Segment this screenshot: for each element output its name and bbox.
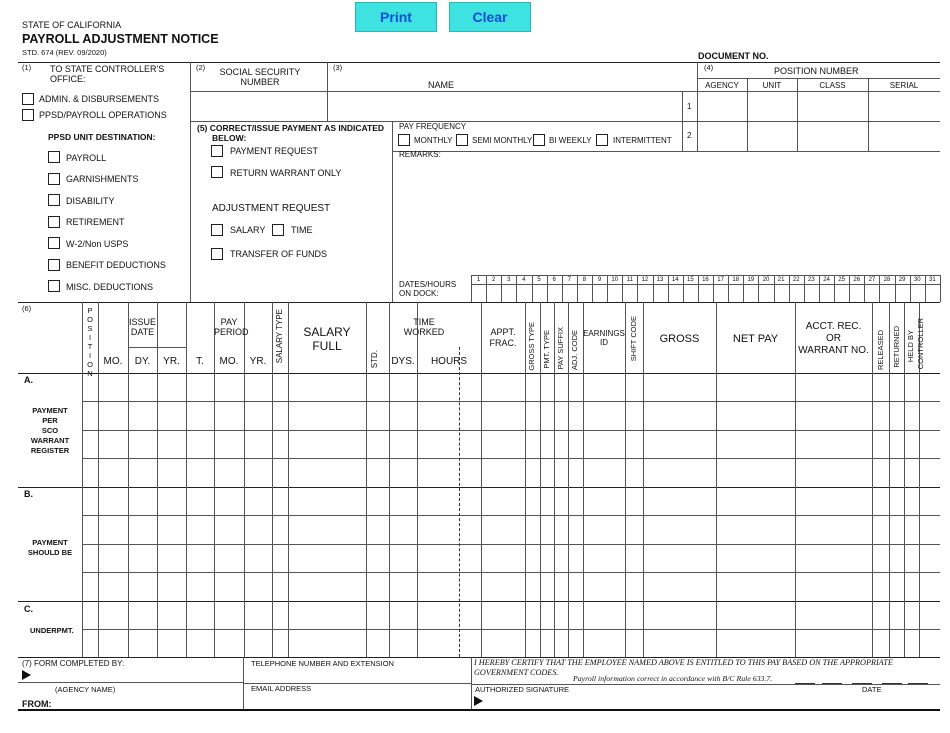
- telephone-input[interactable]: [244, 670, 470, 682]
- semi-monthly-checkbox[interactable]: [456, 134, 468, 146]
- unit-destination-label: PPSD UNIT DESTINATION:: [48, 132, 156, 142]
- section6-num: (6): [22, 304, 32, 313]
- day-number: 17: [717, 276, 724, 283]
- net-pay-label: NET PAY: [732, 333, 779, 345]
- salary-full-label: SALARY: [303, 325, 351, 339]
- issue-day-label: DY.: [134, 356, 151, 367]
- ssn-label: SOCIAL SECURITY: [219, 67, 301, 77]
- day-number: 2: [491, 276, 496, 283]
- shift-code-label: SHIFT CODE: [629, 316, 638, 362]
- w2-label: W-2/Non USPS: [66, 239, 129, 249]
- day-number: 8: [582, 276, 587, 283]
- state-label: STATE OF CALIFORNIA: [22, 20, 122, 30]
- day-number: 9: [597, 276, 602, 283]
- payroll-label: PAYROLL: [66, 153, 107, 163]
- ppsd-operations-checkbox[interactable]: [22, 109, 34, 121]
- appt-frac-label-2: FRAC.: [489, 338, 517, 348]
- biweekly-label: BI WEEKLY: [549, 136, 592, 145]
- email-input[interactable]: [244, 694, 470, 708]
- pay-suffix-label: PAY SUFFIX: [556, 327, 565, 370]
- document-no-label: DOCUMENT NO.: [698, 51, 769, 61]
- certify-text: I HEREBY CERTIFY THAT THE EMPLOYEE NAMED ABOVE IS ENTITLED TO THIS PAY BASED ON THE APPROPRIATE: [474, 658, 893, 667]
- form-number: STD. 674 (REV. 09/2020): [22, 48, 107, 57]
- returned-label: RETURNED: [892, 326, 901, 368]
- row-b-description: PAYMENT SHOULD BE: [27, 538, 73, 557]
- issue-date-label-2: DATE: [130, 327, 155, 337]
- from-label: FROM:: [22, 699, 52, 709]
- ssn-input[interactable]: [191, 92, 326, 120]
- agency-label: AGENCY: [705, 81, 739, 90]
- day-number: 30: [913, 276, 921, 283]
- day-number: 3: [507, 276, 511, 283]
- section4-num: (4): [704, 63, 714, 72]
- adjustment-request-label: ADJUSTMENT REQUEST: [212, 203, 331, 214]
- day-number: 12: [641, 276, 649, 283]
- day-number: 23: [808, 276, 815, 283]
- acct-rec-label-3: WARRANT NO.: [798, 345, 869, 356]
- ppsd-operations-label: PPSD/PAYROLL OPERATIONS: [39, 110, 167, 120]
- position-label: P O S I T I O N: [87, 306, 93, 378]
- pmt-type-label: PMT. TYPE: [542, 330, 551, 369]
- section5-title: (5) CORRECT/ISSUE PAYMENT AS INDICATED: [197, 123, 385, 133]
- remarks-label: REMARKS:: [399, 150, 441, 159]
- return-warrant-checkbox[interactable]: [211, 166, 223, 178]
- acct-rec-label-2: OR: [826, 333, 841, 344]
- day-number: 24: [823, 276, 830, 283]
- issue-date-label: ISSUE: [128, 317, 156, 327]
- certify-text-2: GOVERNMENT CODES.: [474, 668, 559, 677]
- section5-title-2: BELOW:: [212, 133, 247, 143]
- acct-rec-label: ACCT. REC.: [805, 321, 862, 332]
- payroll-info-text: Payroll information correct in accordance with B/C Rule 633.7.: [573, 674, 773, 683]
- day-number: 18: [732, 276, 740, 283]
- day-number: 28: [883, 276, 891, 283]
- day-number: 1: [476, 276, 481, 283]
- issue-year-label: YR.: [163, 356, 180, 367]
- time-option-label: TIME: [291, 225, 313, 235]
- section1-num: (1): [22, 63, 32, 72]
- row-c-description: UNDERPMT.: [30, 626, 74, 635]
- time-worked-label-2: WORKED: [403, 327, 445, 337]
- name-label: NAME: [428, 80, 455, 90]
- position-number-label: POSITION NUMBER: [774, 66, 859, 76]
- completed-by-arrow-icon: [22, 670, 31, 680]
- misc-deductions-label: MISC. DEDUCTIONS: [66, 282, 154, 292]
- day-number: 31: [929, 276, 936, 283]
- signature-input[interactable]: [487, 694, 939, 708]
- payment-request-label: PAYMENT REQUEST: [230, 146, 319, 156]
- remarks-input[interactable]: [393, 162, 939, 272]
- day-number: 7: [567, 276, 572, 283]
- row-c-label: C.: [24, 604, 33, 614]
- day-number: 15: [687, 276, 694, 283]
- disability-label: DISABILITY: [66, 196, 115, 206]
- day-number: 4: [522, 276, 526, 283]
- day-number: 16: [702, 276, 709, 283]
- retirement-checkbox[interactable]: [48, 216, 60, 228]
- day-number: 27: [868, 276, 876, 283]
- monthly-checkbox[interactable]: [398, 134, 410, 146]
- day-number: 11: [626, 276, 633, 283]
- t-label: T.: [196, 356, 204, 367]
- issue-month-label: MO.: [103, 356, 123, 367]
- authorized-signature-label: AUTHORIZED SIGNATURE: [475, 685, 570, 694]
- agency-name-label: (AGENCY NAME): [55, 685, 116, 694]
- appt-frac-label: APPT.: [490, 327, 516, 337]
- day-number: 21: [777, 276, 785, 283]
- day-number: 6: [552, 276, 556, 283]
- hours-label: HOURS: [430, 356, 468, 367]
- day-number: 25: [838, 276, 845, 283]
- position-row-1: 1: [687, 102, 692, 111]
- gross-type-label: GROSS TYPE: [527, 322, 536, 371]
- day-number: 20: [762, 276, 770, 283]
- controller-office-label-2: OFFICE:: [50, 74, 86, 84]
- day-number: 13: [656, 276, 664, 283]
- section2-num: (2): [196, 63, 206, 72]
- print-button[interactable]: Print: [355, 2, 437, 32]
- intermittent-checkbox[interactable]: [596, 134, 608, 146]
- days-label: DYS.: [391, 356, 415, 367]
- time-checkbox[interactable]: [272, 224, 284, 236]
- transfer-funds-label: TRANSFER OF FUNDS: [230, 249, 328, 259]
- form-completed-by-label: (7) FORM COMPLETED BY:: [22, 659, 125, 668]
- section3-num: (3): [333, 63, 343, 72]
- pay-period-label-2: PERIOD: [214, 327, 249, 337]
- salary-full-label-2: FULL: [312, 339, 342, 353]
- unit-label: UNIT: [762, 81, 782, 90]
- earnings-id-label-2: ID: [600, 338, 608, 347]
- intermittent-label: INTERMITTENT: [613, 136, 672, 145]
- biweekly-checkbox[interactable]: [533, 134, 545, 146]
- row-a-description: PAYMENT PER SCO WARRANT REGISTER: [30, 406, 70, 455]
- pay-frequency-label: PAY FREQUENCY: [399, 122, 467, 131]
- day-number: 14: [671, 276, 679, 283]
- misc-deductions-checkbox[interactable]: [48, 280, 60, 292]
- semi-monthly-label: SEMI MONTHLY: [472, 136, 533, 145]
- benefit-deductions-label: BENEFIT DEDUCTIONS: [66, 260, 166, 270]
- salary-checkbox[interactable]: [211, 224, 223, 236]
- std-label: STD.: [370, 350, 379, 369]
- controller-office-label: TO STATE CONTROLLER'S: [50, 64, 165, 74]
- date-label: DATE: [862, 685, 882, 694]
- retirement-label: RETIREMENT: [66, 217, 125, 227]
- period-month-label: MO.: [219, 356, 239, 367]
- garnishments-checkbox[interactable]: [48, 173, 60, 185]
- disability-checkbox[interactable]: [48, 194, 60, 206]
- dates-hours-label-2: ON DOCK:: [399, 289, 439, 298]
- salary-type-label: SALARY TYPE: [275, 309, 284, 364]
- garnishments-label: GARNISHMENTS: [66, 174, 139, 184]
- admin-disbursements-checkbox[interactable]: [22, 93, 34, 105]
- day-number: 10: [611, 276, 619, 283]
- pay-period-label: PAY: [220, 317, 238, 327]
- monthly-label: MONTHLY: [414, 136, 453, 145]
- row-b-label: B.: [24, 489, 33, 499]
- telephone-label: TELEPHONE NUMBER AND EXTENSION: [251, 659, 394, 668]
- transfer-funds-checkbox[interactable]: [211, 248, 223, 260]
- adj-code-label: ADJ. CODE: [570, 330, 579, 371]
- admin-disbursements-label: ADMIN. & DISBURSEMENTS: [39, 94, 160, 104]
- released-label: RELEASED: [876, 330, 885, 371]
- ssn-label-2: NUMBER: [240, 77, 280, 87]
- day-number: 22: [792, 276, 800, 283]
- class-label: CLASS: [819, 81, 846, 90]
- return-warrant-label: RETURN WARRANT ONLY: [230, 168, 342, 178]
- position-row-2: 2: [687, 131, 692, 140]
- day-number: 26: [853, 276, 861, 283]
- serial-label: SERIAL: [889, 81, 919, 90]
- email-label: EMAIL ADDRESS: [251, 684, 312, 693]
- signature-arrow-icon: [474, 696, 483, 706]
- w2-checkbox[interactable]: [48, 237, 60, 249]
- day-number: 29: [898, 276, 906, 283]
- page-title: PAYROLL ADJUSTMENT NOTICE: [22, 32, 219, 46]
- benefit-deductions-checkbox[interactable]: [48, 259, 60, 271]
- period-year-label: YR.: [249, 356, 267, 367]
- held-by-label: HELD BY: [906, 330, 915, 363]
- day-number: 5: [537, 276, 541, 283]
- dates-hours-label: DATES/HOURS: [399, 280, 457, 289]
- gross-label: GROSS: [659, 333, 700, 345]
- time-worked-label: TIME: [413, 317, 435, 327]
- salary-option-label: SALARY: [230, 225, 266, 235]
- clear-button[interactable]: Clear: [449, 2, 531, 32]
- payroll-checkbox[interactable]: [48, 151, 60, 163]
- earnings-id-label: EARNINGS: [583, 329, 625, 338]
- controller-label: CONTROLLER: [916, 318, 925, 370]
- day-number: 19: [747, 276, 755, 283]
- row-a-label: A.: [24, 375, 33, 385]
- payment-request-checkbox[interactable]: [211, 145, 223, 157]
- name-input[interactable]: [328, 92, 681, 120]
